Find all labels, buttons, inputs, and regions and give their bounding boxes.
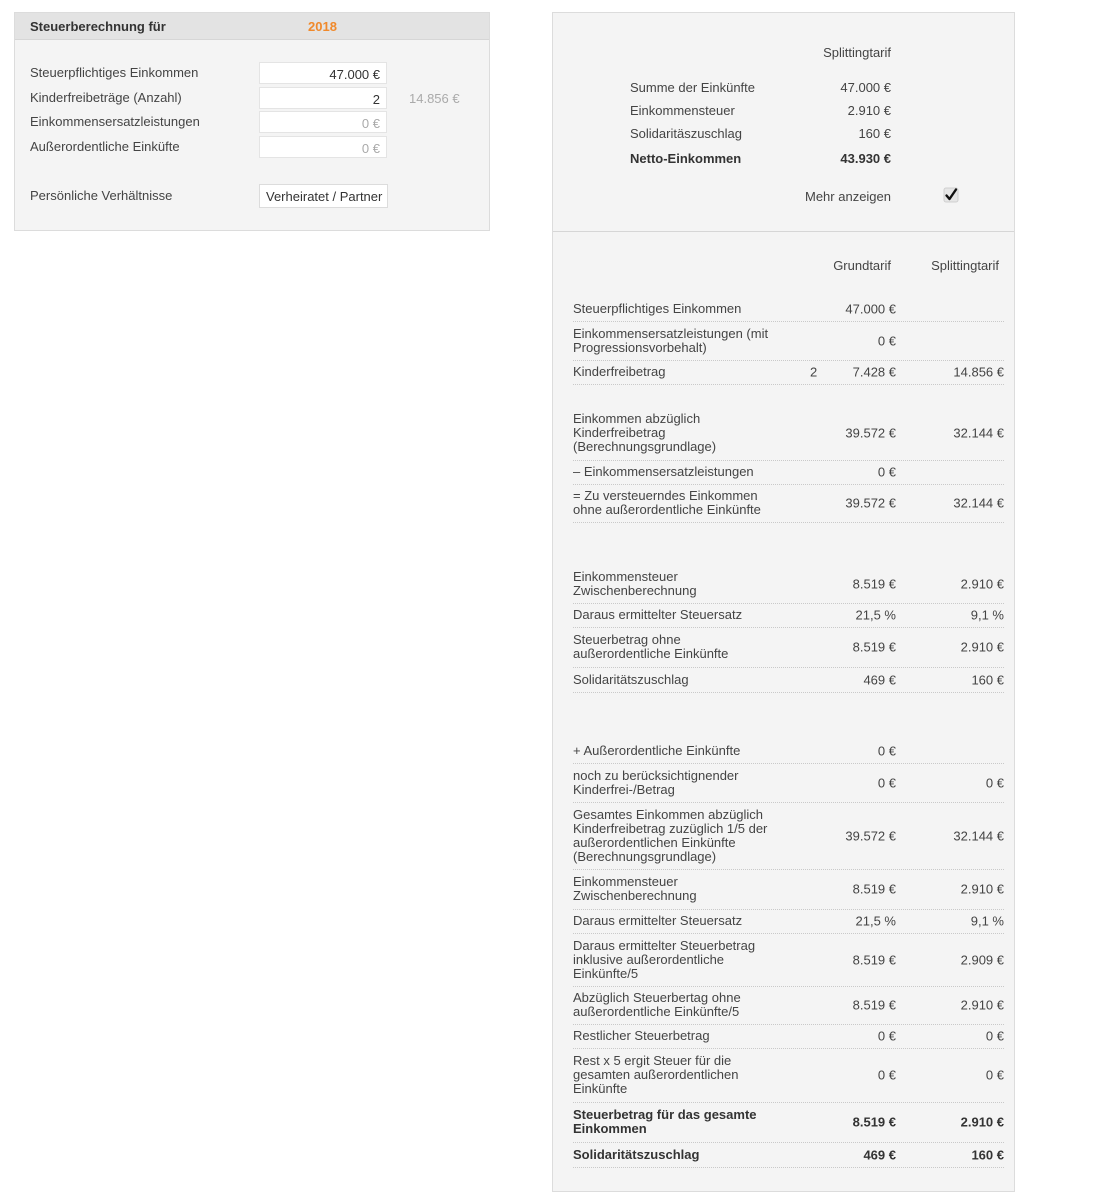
row-label: Daraus ermittelter Steuersatz [573,913,743,928]
row-splittingtarif-value: 32.144 € [953,828,1004,843]
row-splittingtarif-value: 14.856 € [953,364,1004,380]
income-label: Steuerpflichtiges Einkommen [30,65,199,80]
table-row [573,802,1004,870]
table-row [573,360,1004,385]
personal-status-label: Persönliche Verhältnisse [30,188,173,203]
extraordinary-income-label: Außerordentliche Einküfte [30,139,180,154]
row-label: Einkommensersatzleistungen (mit Progressionsvorbehalt) [573,325,769,355]
section-divider [553,231,1014,232]
row-label: – Einkommensersatzleistungen [573,464,754,479]
row-label: Rest x 5 ergit Steuer für die gesamten außerordentlichen Einkünfte [573,1053,739,1096]
year-selector[interactable]: 2018 [308,19,337,34]
row-label: Kinderfreibetrag [573,364,666,379]
table-row [573,460,1004,485]
row-splittingtarif-value: 2.910 € [960,576,1004,592]
row-grundtarif-value: 0 € [877,464,896,480]
row-grundtarif-value: 0 € [877,743,896,758]
row-grundtarif-value: 0 € [877,1028,896,1044]
row-grundtarif-value: 8.519 € [852,997,896,1013]
table-row [573,1048,1004,1103]
row-splittingtarif-value: 2.910 € [960,881,1004,897]
row-grundtarif-value: 469 € [863,672,896,687]
row-splittingtarif-value: 2.910 € [960,1114,1004,1130]
extraordinary-income-input[interactable]: 0 € [259,136,387,158]
row-grundtarif-value: 8.519 € [852,576,896,592]
summary-income-label: Summe der Einkünfte [630,80,756,95]
replacement-benefits-label: Einkommensersatzleistungen [30,114,200,129]
row-grundtarif-value: 0 € [877,1067,896,1083]
table-row [573,933,1004,987]
row-grundtarif-value: 8.519 € [852,881,896,897]
row-label: Daraus ermittelter Steuerbetrag inklusive außerordentliche Einkünfte/5 [573,937,756,981]
row-splittingtarif-value: 160 € [971,672,1004,687]
row-grundtarif-value: 0 € [877,333,896,348]
summary-column-header: Splittingtarif [823,45,891,60]
child-allowance-amount: 14.856 € [409,91,460,106]
panel-title: Steuerberechnung für [30,19,166,34]
row-label: Gesamtes Einkommen abzüglich Kinderfreibetrag zuzüglich 1/5 der außerordentlichen Einkünfte (Berechnungsgrundlage) [573,806,768,864]
table-row [573,603,1004,628]
row-label: Steuerpflichtiges Einkommen [573,300,742,316]
row-label: = Zu versteuerndes Einkommen ohne außerordentliche Einkünfte [573,488,761,517]
row-label: Restlicher Steuerbetrag [573,1028,710,1043]
row-splittingtarif-value: 2.910 € [960,639,1004,655]
summary-income-value: 47.000 € [840,80,891,95]
table-row [573,406,1004,461]
row-grundtarif-value: 7.428 € [852,364,896,380]
row-grundtarif-value: 8.519 € [852,639,896,655]
show-more-label: Mehr anzeigen [805,189,891,204]
table-row [573,667,1004,693]
row-splittingtarif-value: 9,1 % [970,607,1004,623]
summary-soli-value: 160 € [858,126,891,141]
table-row [573,763,1004,803]
show-more-checkbox-icon[interactable] [943,187,959,203]
table-row [573,986,1004,1025]
row-splittingtarif-value: 2.910 € [960,997,1004,1013]
table-row [573,296,1004,322]
table-row [573,627,1004,668]
row-splittingtarif-value: 160 € [971,1147,1004,1162]
row-label: Abzüglich Steuerbertag ohne außerordentliche Einkünfte/5 [573,990,741,1019]
row-grundtarif-value: 21,5 % [855,913,896,929]
personal-status-select[interactable]: Verheiratet / Partner [259,184,388,208]
child-allowance-label: Kinderfreibeträge (Anzahl) [30,90,182,105]
table-row [573,869,1004,910]
row-label: Daraus ermittelter Steuersatz [573,607,743,622]
row-grundtarif-value: 39.572 € [845,425,896,441]
row-grundtarif-value: 39.572 € [845,495,896,511]
row-label: + Außerordentliche Einkünfte [573,742,741,758]
row-grundtarif-value: 47.000 € [845,301,896,316]
row-grundtarif-value: 21,5 % [855,607,896,623]
summary-net-label: Netto-Einkommen [630,151,742,166]
summary-tax-value: 2.910 € [847,103,891,118]
row-splittingtarif-value: 0 € [985,1067,1004,1083]
table-row [573,321,1004,361]
row-label: Steuerbetrag ohne außerordentliche Einkünfte [573,632,729,661]
row-label: Einkommensteuer Zwischenberechnung [573,874,697,903]
tax-input-panel [14,12,490,231]
row-label: Solidaritätszuschlag [573,1146,700,1162]
row-label: Steuerbetrag für das gesamte Einkommen [573,1107,757,1136]
row-grundtarif-value: 8.519 € [852,1114,896,1130]
table-row [573,1102,1004,1143]
row-splittingtarif-value: 2.909 € [960,952,1004,967]
grundtarif-header: Grundtarif [833,258,891,273]
row-grundtarif-value: 0 € [877,775,896,790]
table-row [573,909,1004,934]
row-label: Einkommensteuer Zwischenberechnung [573,569,697,598]
income-input[interactable]: 47.000 € [259,62,387,84]
row-count: 2 [810,364,818,380]
row-splittingtarif-value: 0 € [985,775,1004,790]
row-splittingtarif-value: 32.144 € [953,425,1004,441]
row-grundtarif-value: 469 € [863,1147,896,1162]
summary-net-value: 43.930 € [840,151,891,166]
summary-soli-label: Solidaritäszuschlag [630,126,743,141]
table-row [573,738,1004,764]
splittingtarif-header: Splittingtarif [931,258,999,273]
replacement-benefits-input[interactable]: 0 € [259,111,387,133]
table-row [573,1024,1004,1049]
results-panel [552,12,1015,1192]
row-grundtarif-value: 39.572 € [845,828,896,843]
row-grundtarif-value: 8.519 € [852,952,896,967]
row-splittingtarif-value: 32.144 € [953,495,1004,511]
summary-tax-label: Einkommensteuer [630,103,735,118]
table-row [573,484,1004,523]
row-label: Solidaritätszuschlag [573,671,689,687]
row-label: Einkommen abzüglich Kinderfreibetrag (Berechnungsgrundlage) [573,411,717,454]
row-splittingtarif-value: 9,1 % [970,913,1004,929]
panel-header [15,13,489,40]
row-label: noch zu berücksichtignender Kinderfrei-/Betrag [573,767,739,797]
child-allowance-input[interactable]: 2 [259,87,387,109]
table-row [573,1142,1004,1168]
row-splittingtarif-value: 0 € [985,1028,1004,1044]
table-row [573,565,1004,604]
